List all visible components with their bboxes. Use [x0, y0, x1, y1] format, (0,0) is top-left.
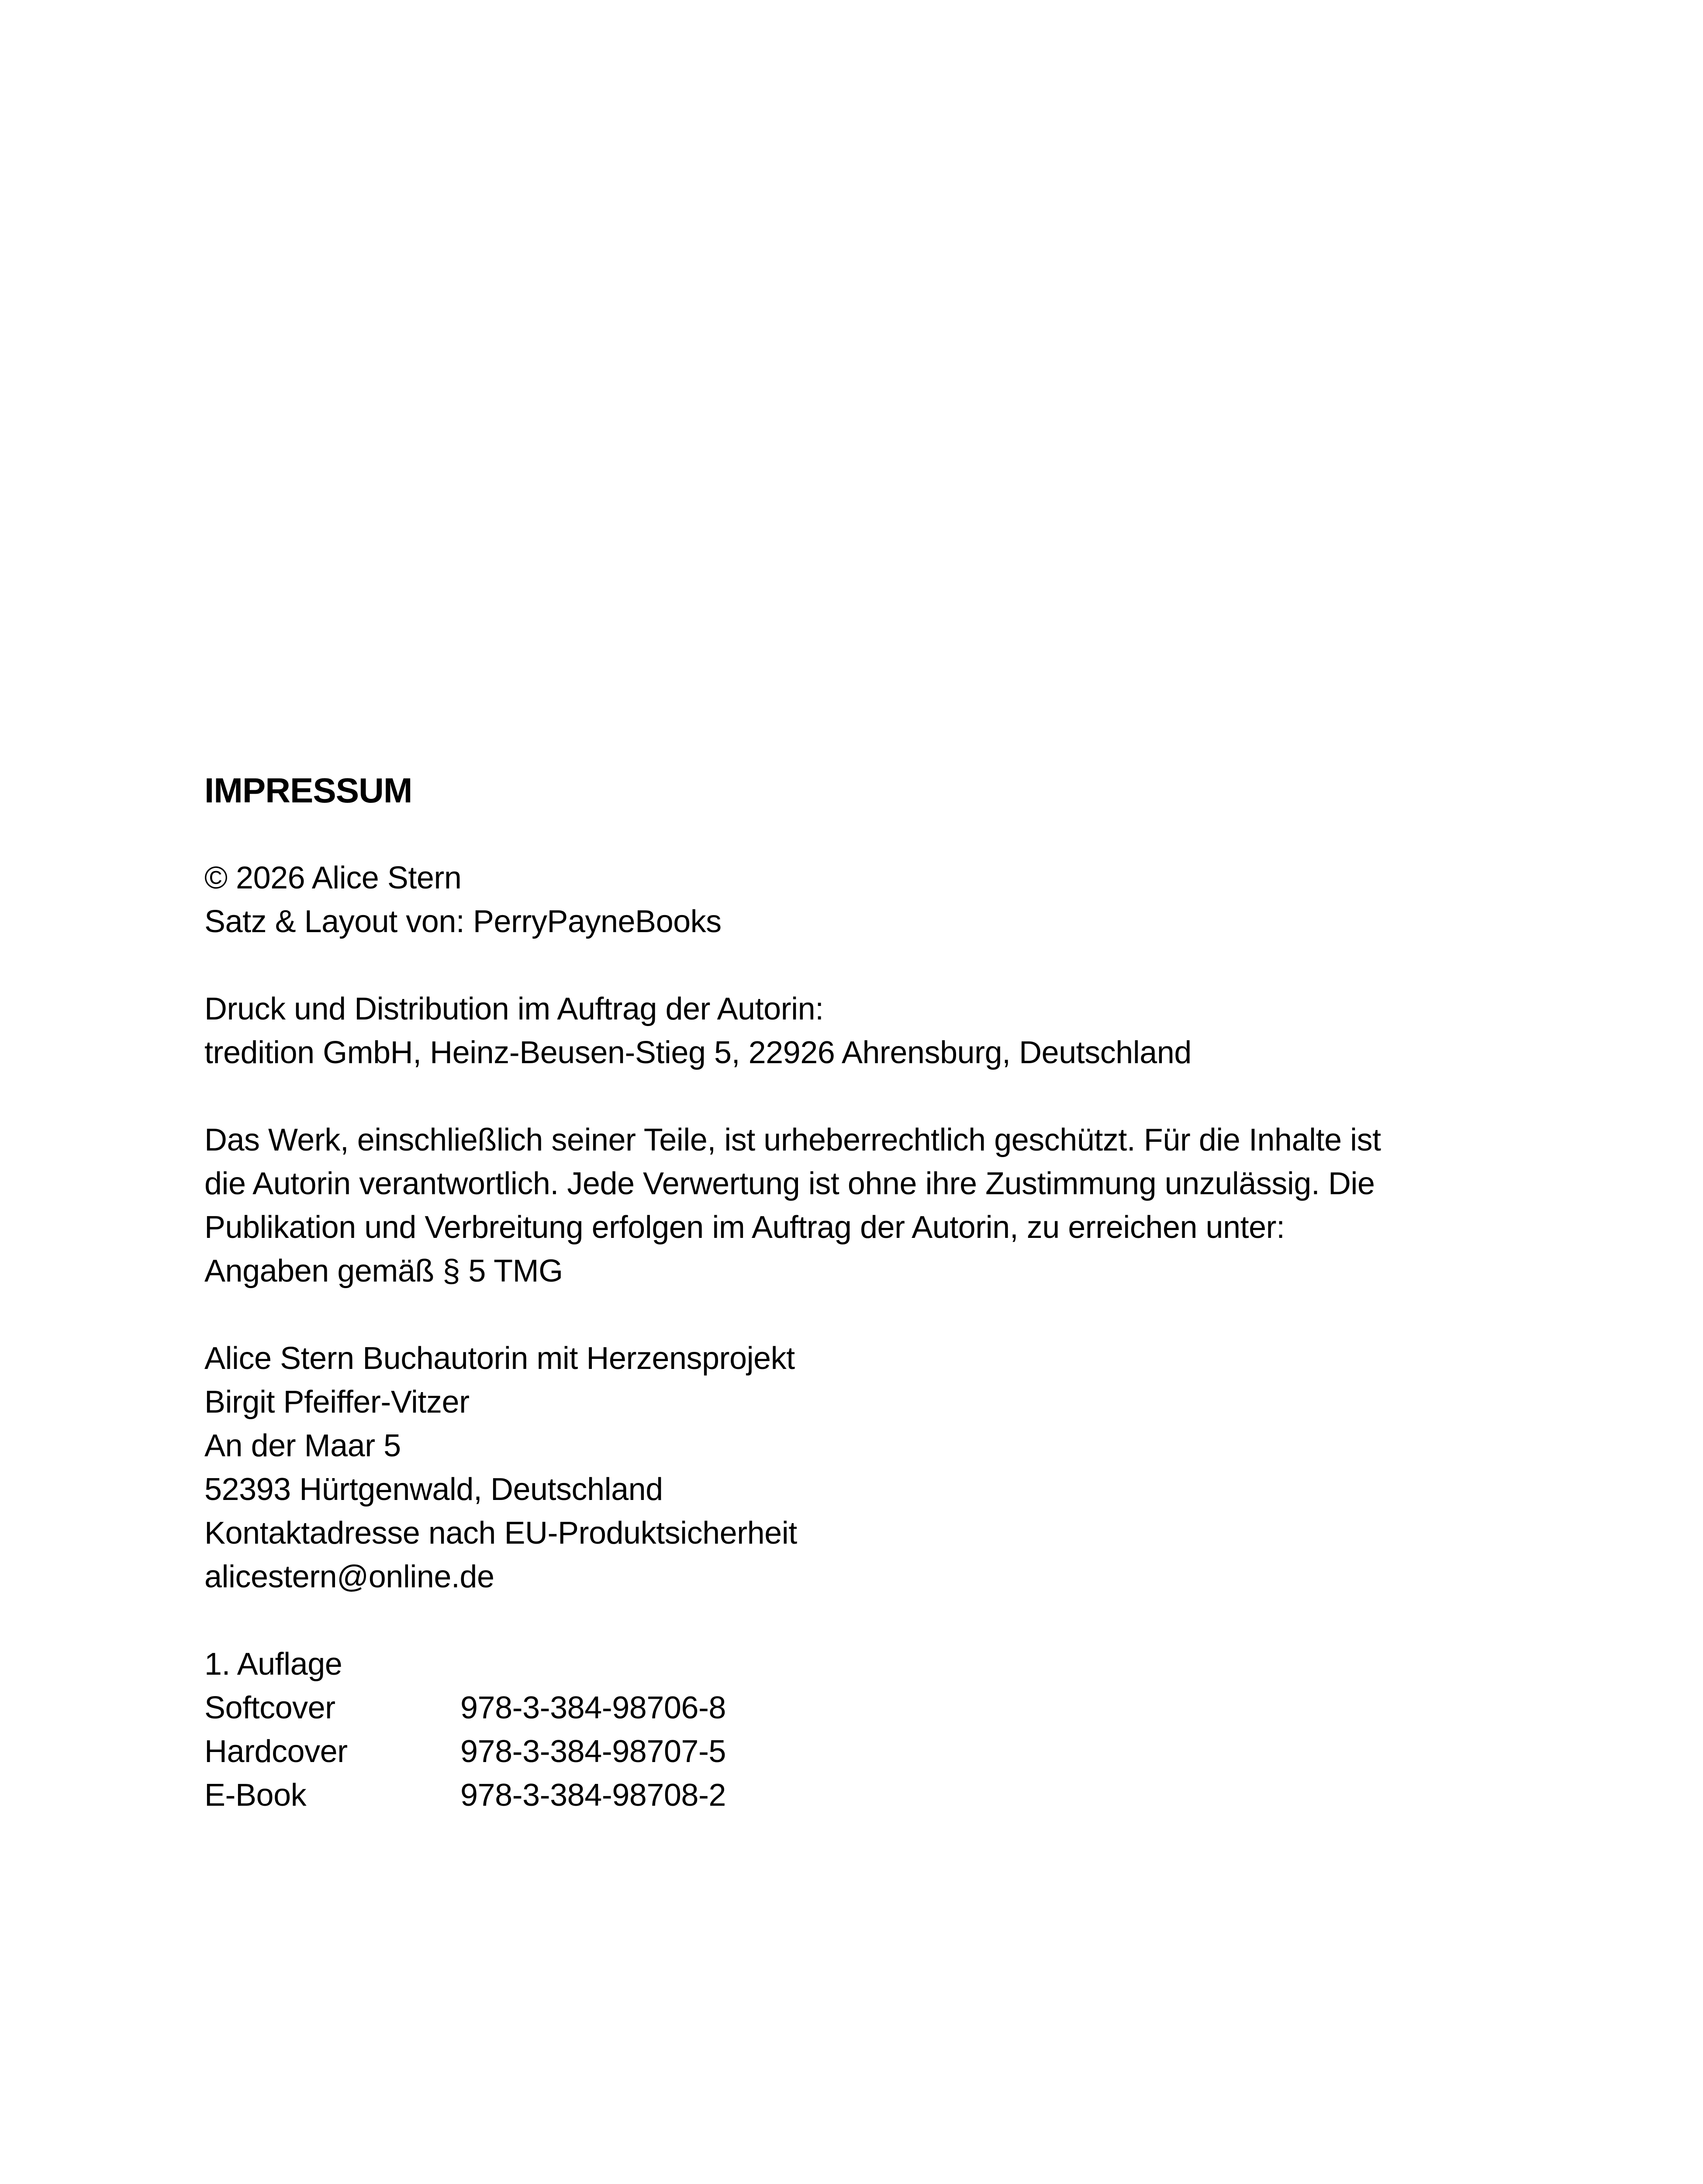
contact-city-line: 52393 Hürtgenwald, Deutschland — [204, 1472, 663, 1507]
legal-notice-line: die Autorin verantwortlich. Jede Verwertung ist ohne ihre Zustimmung unzulässig. Die — [204, 1166, 1375, 1201]
legal-notice-block — [204, 1118, 1515, 1293]
copyright-line: © 2026 Alice Stern — [204, 860, 462, 895]
edition-label: 1. Auflage — [204, 1647, 342, 1682]
legal-notice-line: Angaben gemäß § 5 TMG — [204, 1254, 563, 1289]
isbn-number: 978-3-384-98708-2 — [460, 1778, 726, 1813]
isbn-format: Hardcover — [204, 1734, 348, 1769]
imprint-content — [204, 769, 1515, 1861]
isbn-row — [204, 1686, 1515, 1730]
isbn-number: 978-3-384-98707-5 — [460, 1734, 726, 1769]
isbn-number: 978-3-384-98706-8 — [460, 1690, 726, 1725]
edition-block — [204, 1642, 1515, 1817]
legal-notice-line: Publikation und Verbreitung erfolgen im Auftrag der Autorin, zu erreichen unter: — [204, 1210, 1285, 1245]
isbn-row — [204, 1773, 1515, 1817]
imprint-heading: IMPRESSUM — [204, 771, 412, 810]
contact-email: alicestern@online.de — [204, 1559, 494, 1594]
contact-block — [204, 1337, 1515, 1599]
contact-note-line: Kontaktadresse nach EU-Produktsicherheit — [204, 1516, 797, 1551]
contact-person-line: Birgit Pfeiffer-Vitzer — [204, 1385, 470, 1420]
isbn-format: Softcover — [204, 1690, 335, 1725]
publisher-address-line: tredition GmbH, Heinz-Beusen-Stieg 5, 22926 Ahrensburg, Deutschland — [204, 1035, 1192, 1070]
contact-street-line: An der Maar 5 — [204, 1428, 401, 1463]
legal-notice-line: Das Werk, einschließlich seiner Teile, ist urheberrechtlich geschützt. Für die Inhalte ist — [204, 1123, 1381, 1158]
distribution-line: Druck und Distribution im Auftrag der Autorin: — [204, 992, 824, 1026]
layout-credit-line: Satz & Layout von: PerryPayneBooks — [204, 904, 722, 939]
copyright-block — [204, 856, 1515, 943]
distribution-block — [204, 987, 1515, 1075]
isbn-format: E-Book — [204, 1778, 307, 1813]
contact-name-line: Alice Stern Buchautorin mit Herzensprojekt — [204, 1341, 795, 1376]
isbn-row — [204, 1730, 1515, 1773]
